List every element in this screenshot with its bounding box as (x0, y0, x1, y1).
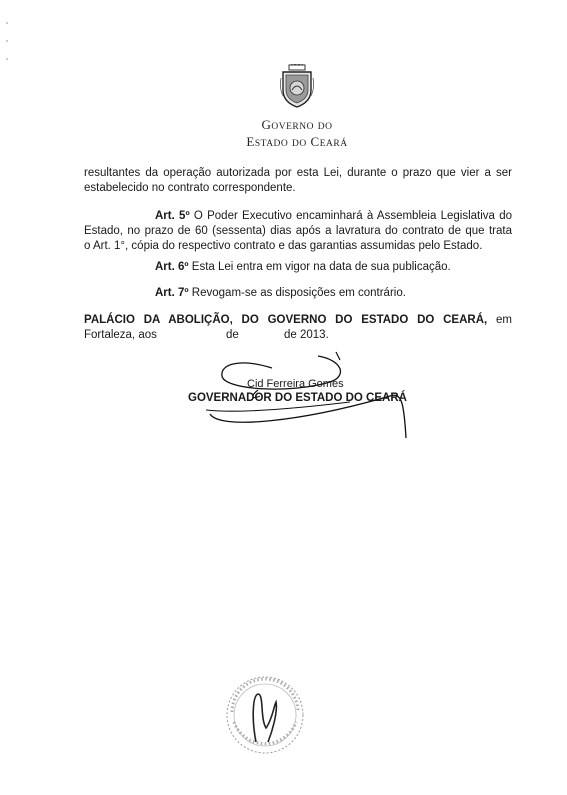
header-government: GOVERNO DO (261, 117, 333, 132)
palace-line: PALÁCIO DA ABOLIÇÃO, DO GOVERNO DO ESTADO DO CEARÁ, em (84, 314, 512, 326)
art7-label: Art. 7º (155, 287, 189, 299)
header-state: ESTADO DO CEARÁ (246, 134, 348, 149)
art6-label: Art. 6º (155, 261, 189, 273)
para1-line2: estabelecido no contrato correspondente. (84, 182, 296, 194)
scan-artifacts (6, 18, 14, 78)
signatory-name: Cid Ferreira Gomes (247, 378, 344, 390)
art5-line1: Art. 5º O Poder Executivo encaminhará à Assembleia Legislativa do (155, 210, 512, 222)
date-year: de 2013. (284, 329, 329, 341)
date-de: de (226, 329, 239, 341)
government-logo (236, 58, 358, 156)
art5-label: Art. 5º (155, 210, 190, 222)
city-date-prefix: Fortaleza, aos (84, 329, 157, 341)
art6: Art. 6º Esta Lei entra em vigor na data de sua publicação. (155, 261, 451, 273)
art7: Art. 7º Revogam-se as disposições em contrário. (155, 287, 406, 299)
circular-seal-stamp-icon (222, 672, 308, 758)
art5-line2: Estado, no prazo de 60 (sessenta) dias após a lavratura do contrato de que trata (84, 225, 512, 237)
art5-line3: o Art. 1°, cópia do respectivo contrato e das garantias assumidas pelo Estado. (84, 240, 483, 252)
signatory-title: GOVERNADOR DO ESTADO DO CEARÁ (188, 392, 407, 404)
ceara-coat-of-arms-icon (278, 64, 316, 108)
para1-line1: resultantes da operação autorizada por esta Lei, durante o prazo que vier a ser (84, 167, 512, 179)
